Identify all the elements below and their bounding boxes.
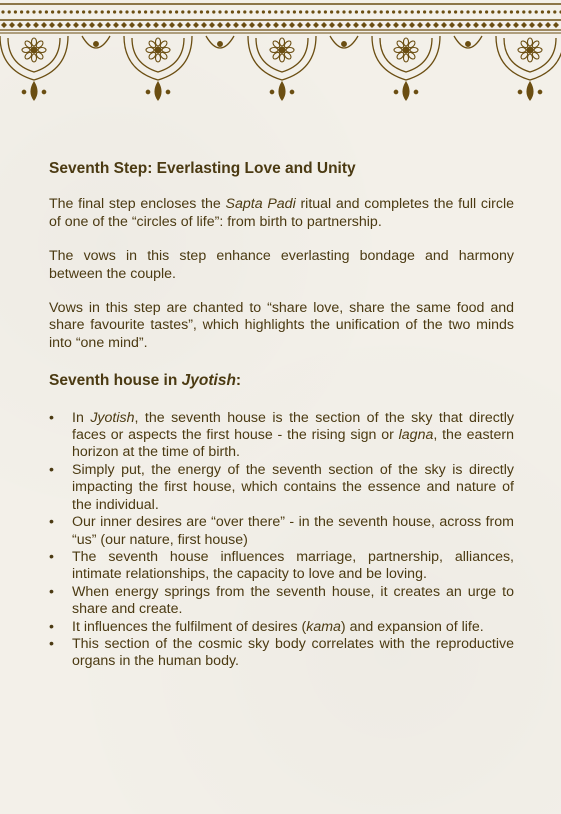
subheading <box>49 372 514 389</box>
bullet-icon: • <box>49 514 54 531</box>
bullet-item <box>49 619 514 636</box>
paragraph-1 <box>49 196 514 231</box>
bullet-icon: • <box>49 635 54 652</box>
bullet-text-part: It influences the fulfilment of desires ( <box>72 618 307 635</box>
section-heading: Seventh Step: Everlasting Love and Unity <box>49 160 356 177</box>
bullet-text-part: Simply put, the energy of the seventh section of the sky is directly impacting the first house, which contains the essence and nature of the individual. <box>72 461 514 513</box>
paragraph-1-before: The final step encloses the <box>49 196 226 213</box>
bullet-item <box>49 410 514 462</box>
bullet-item <box>49 549 514 584</box>
bullet-text-part: , the seventh house is the section of the sky that directly faces or aspects the first house - the rising sign or <box>72 409 514 444</box>
bullet-text-part: This section of the cosmic sky body correlates with the reproductive organs in the human body. <box>72 635 514 670</box>
bullet-icon: • <box>49 548 54 565</box>
bullet-text-part: When energy springs from the seventh house, it creates an urge to share and create. <box>72 583 514 618</box>
paragraph-1-after: ritual and completes the full circle of one of the “circles of life”: from birth to partnership. <box>49 196 515 230</box>
paragraph-1-italic: Sapta Padi <box>225 196 296 213</box>
bullet-item <box>49 584 514 619</box>
bullet-item <box>49 462 514 514</box>
bullet-icon: • <box>49 618 54 635</box>
bullet-text-part: Our inner desires are “over there” - in the seventh house, across from “us” (our nature, first house) <box>72 514 514 548</box>
bullet-item <box>49 514 514 549</box>
henna-ornament-border <box>0 0 561 110</box>
bullet-icon: • <box>49 461 54 478</box>
subheading-italic: Jyotish <box>181 372 236 390</box>
paragraph-3 <box>49 300 514 352</box>
bullet-text-part: In <box>72 409 91 426</box>
bullet-text-part: Jyotish <box>90 409 135 426</box>
paragraph-3-text: Vows in this step are chanted to “share love, share the same food and share favourite tastes”, which highlights the unification of the two minds into “one mind”. <box>49 300 514 351</box>
bullet-icon: • <box>49 409 54 426</box>
subheading-after: : <box>235 372 242 390</box>
bullet-item <box>49 636 514 671</box>
bullet-text-part: The seventh house influences marriage, partnership, alliances, intimate relationships, the capacity to love and be loving. <box>72 548 514 583</box>
bullet-text-part: kama <box>306 618 341 635</box>
paragraph-2-text: The vows in this step enhance everlasting bondage and harmony between the couple. <box>49 248 514 282</box>
bullet-text-part: , the eastern horizon at the time of birth. <box>72 427 514 461</box>
bullet-text-part: lagna <box>398 427 434 444</box>
paragraph-2 <box>49 248 514 283</box>
bullet-icon: • <box>49 583 54 600</box>
bullet-text-part: ) and expansion of life. <box>340 618 484 635</box>
bullet-list <box>49 410 514 671</box>
document-body <box>49 160 514 671</box>
subheading-before: Seventh house in <box>49 372 182 390</box>
